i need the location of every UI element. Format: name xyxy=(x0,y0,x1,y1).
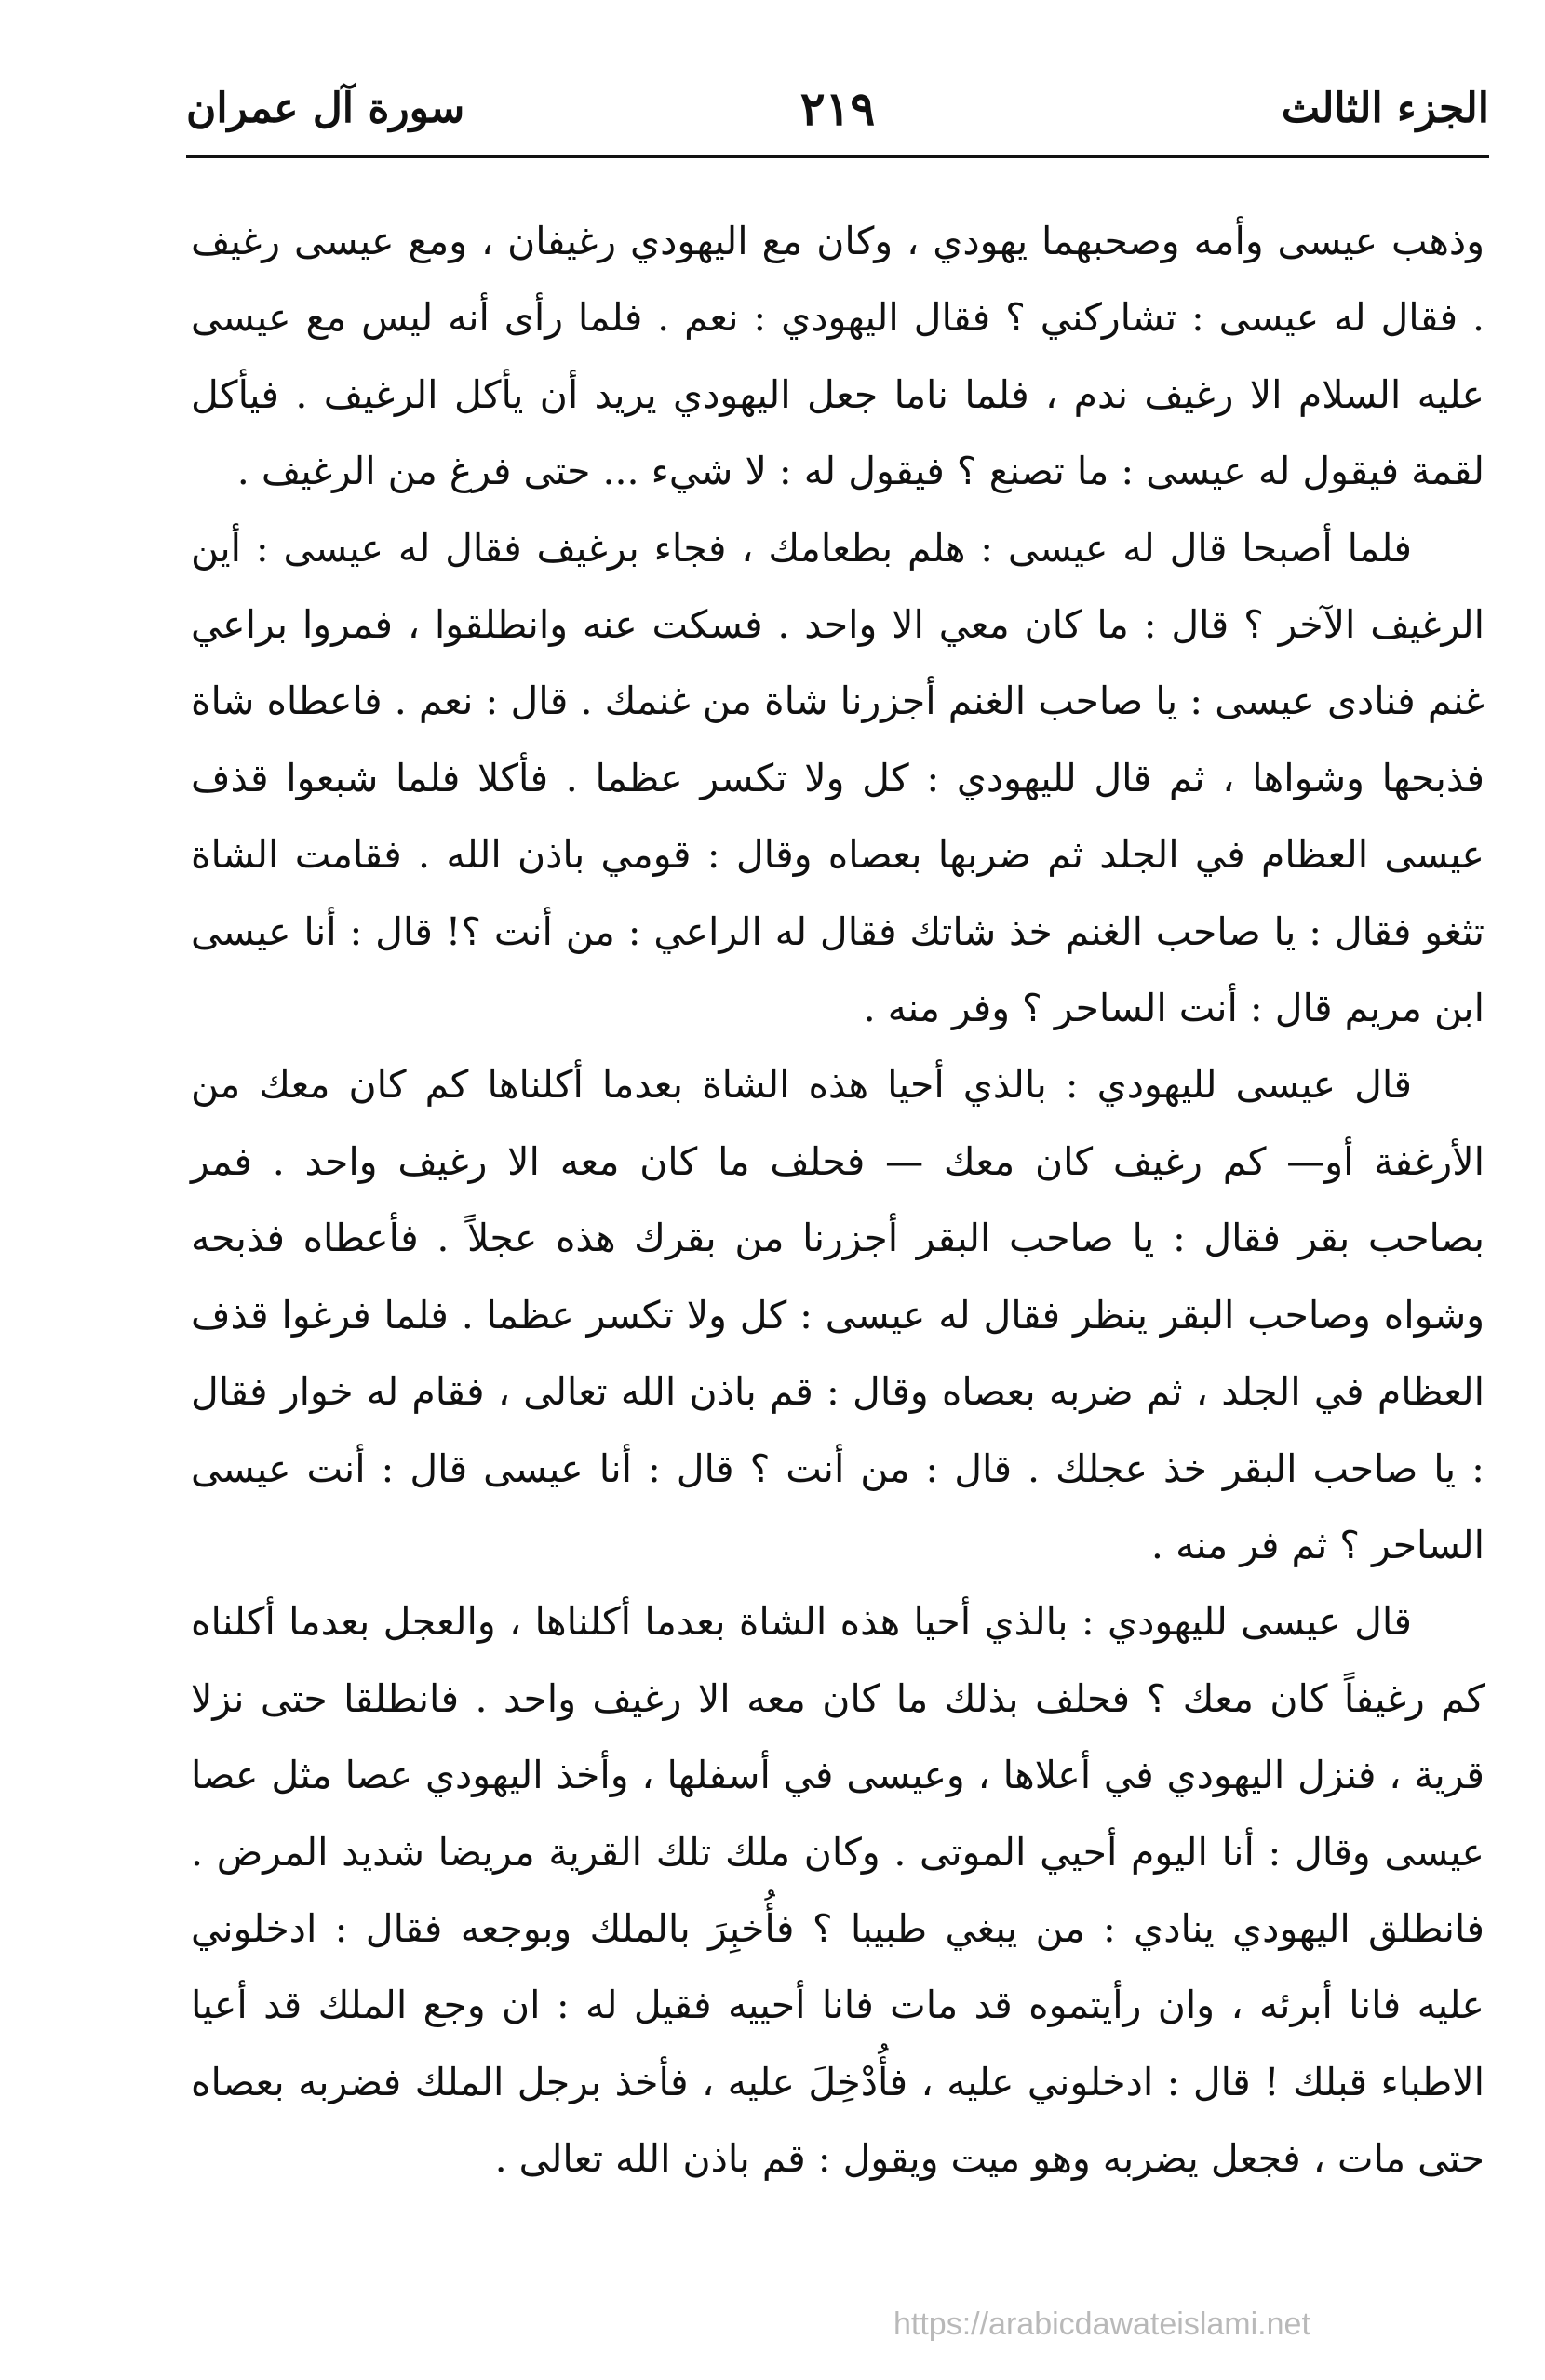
header-divider xyxy=(186,155,1489,158)
paragraph-2: فلما أصبحا قال له عيسى : هلم بطعامك ، فجاء برغيف فقال له عيسى : أين الرغيف الآخر ؟ قال : ما كان معي الا واحد . فسكت عنه وانطلقوا ، فمروا براعي غنم فنادى عيسى : يا صاحب الغنم أجزرنا شاة من غنمك . قال : نعم . فاعطاه شاة فذبحها وشواها ، ثم قال لليهودي : كل ولا تكسر عظما . فأكلا فلما شبعوا قذف عيسى العظام في الجلد ثم ضربها بعصاه وقال : قومي باذن الله . فقامت الشاة تثغو فقال : يا صاحب الغنم خذ شاتك فقال له الراعي : من أنت ؟! قال : أنا عيسى ابن مريم قال : أنت الساحر ؟ وفر منه . xyxy=(191,525,1485,1031)
paragraph-1: وذهب عيسى وأمه وصحبهما يهودي ، وكان مع اليهودي رغيفان ، ومع عيسى رغيف . فقال له عيسى : تشاركني ؟ فقال اليهودي : نعم . فلما رأى أنه ليس مع عيسى عليه السلام الا رغيف ندم ، فلما ناما جعل اليهودي يريد أن يأكل الرغيف . فيأكل لقمة فيقول له عيسى : ما تصنع ؟ فيقول له : لا شيء ... حتى فرغ من الرغيف . xyxy=(191,219,1485,494)
watermark-url: https://arabicdawateislami.net xyxy=(893,2306,1310,2342)
page-header xyxy=(186,67,1489,151)
page-body xyxy=(191,203,1485,2198)
page-number: ٢١٩ xyxy=(799,81,876,136)
paragraph-3: قال عيسى لليهودي : بالذي أحيا هذه الشاة بعدما أكلناها كم كان معك من الأرغفة أو— كم رغيف كان معك — فحلف ما كان معه الا رغيف واحد . فمر بصاحب بقر فقال : يا صاحب البقر أجزرنا من بقرك هذه عجلاً . فأعطاه فذبحه وشواه وصاحب البقر ينظر فقال له عيسى : كل ولا تكسر عظما . فلما فرغوا قذف العظام في الجلد ، ثم ضربه بعصاه وقال : قم باذن الله تعالى ، فقام له خوار فقال : يا صاحب البقر خذ عجلك . قال : من أنت ؟ قال : أنا عيسى قال : أنت عيسى الساحر ؟ ثم فر منه . xyxy=(191,1062,1485,1567)
surah-title: سورة آل عمران xyxy=(186,85,465,132)
paragraph-4: قال عيسى لليهودي : بالذي أحيا هذه الشاة بعدما أكلناها ، والعجل بعدما أكلناه كم رغيفاً كان معك ؟ فحلف بذلك ما كان معه الا رغيف واحد . فانطلقا حتى نزلا قرية ، فنزل اليهودي في أعلاها ، وعيسى في أسفلها ، وأخذ اليهودي عصا مثل عصا عيسى وقال : أنا اليوم أحيي الموتى . وكان ملك تلك القرية مريضا شديد المرض . فانطلق اليهودي ينادي : من يبغي طبيبا ؟ فأُخبِرَ بالملك وبوجعه فقال : ادخلوني عليه فانا أبرئه ، وان رأيتموه قد مات فانا أحييه فقيل له : ان وجع الملك قد أعيا الاطباء قبلك ! قال : ادخلوني عليه ، فأُدْخِلَ عليه ، فأخذ برجل الملك فضربه بعصاه حتى مات ، فجعل يضربه وهو ميت ويقول : قم باذن الله تعالى . xyxy=(191,1599,1485,2182)
part-title: الجزء الثالث xyxy=(1281,85,1489,132)
